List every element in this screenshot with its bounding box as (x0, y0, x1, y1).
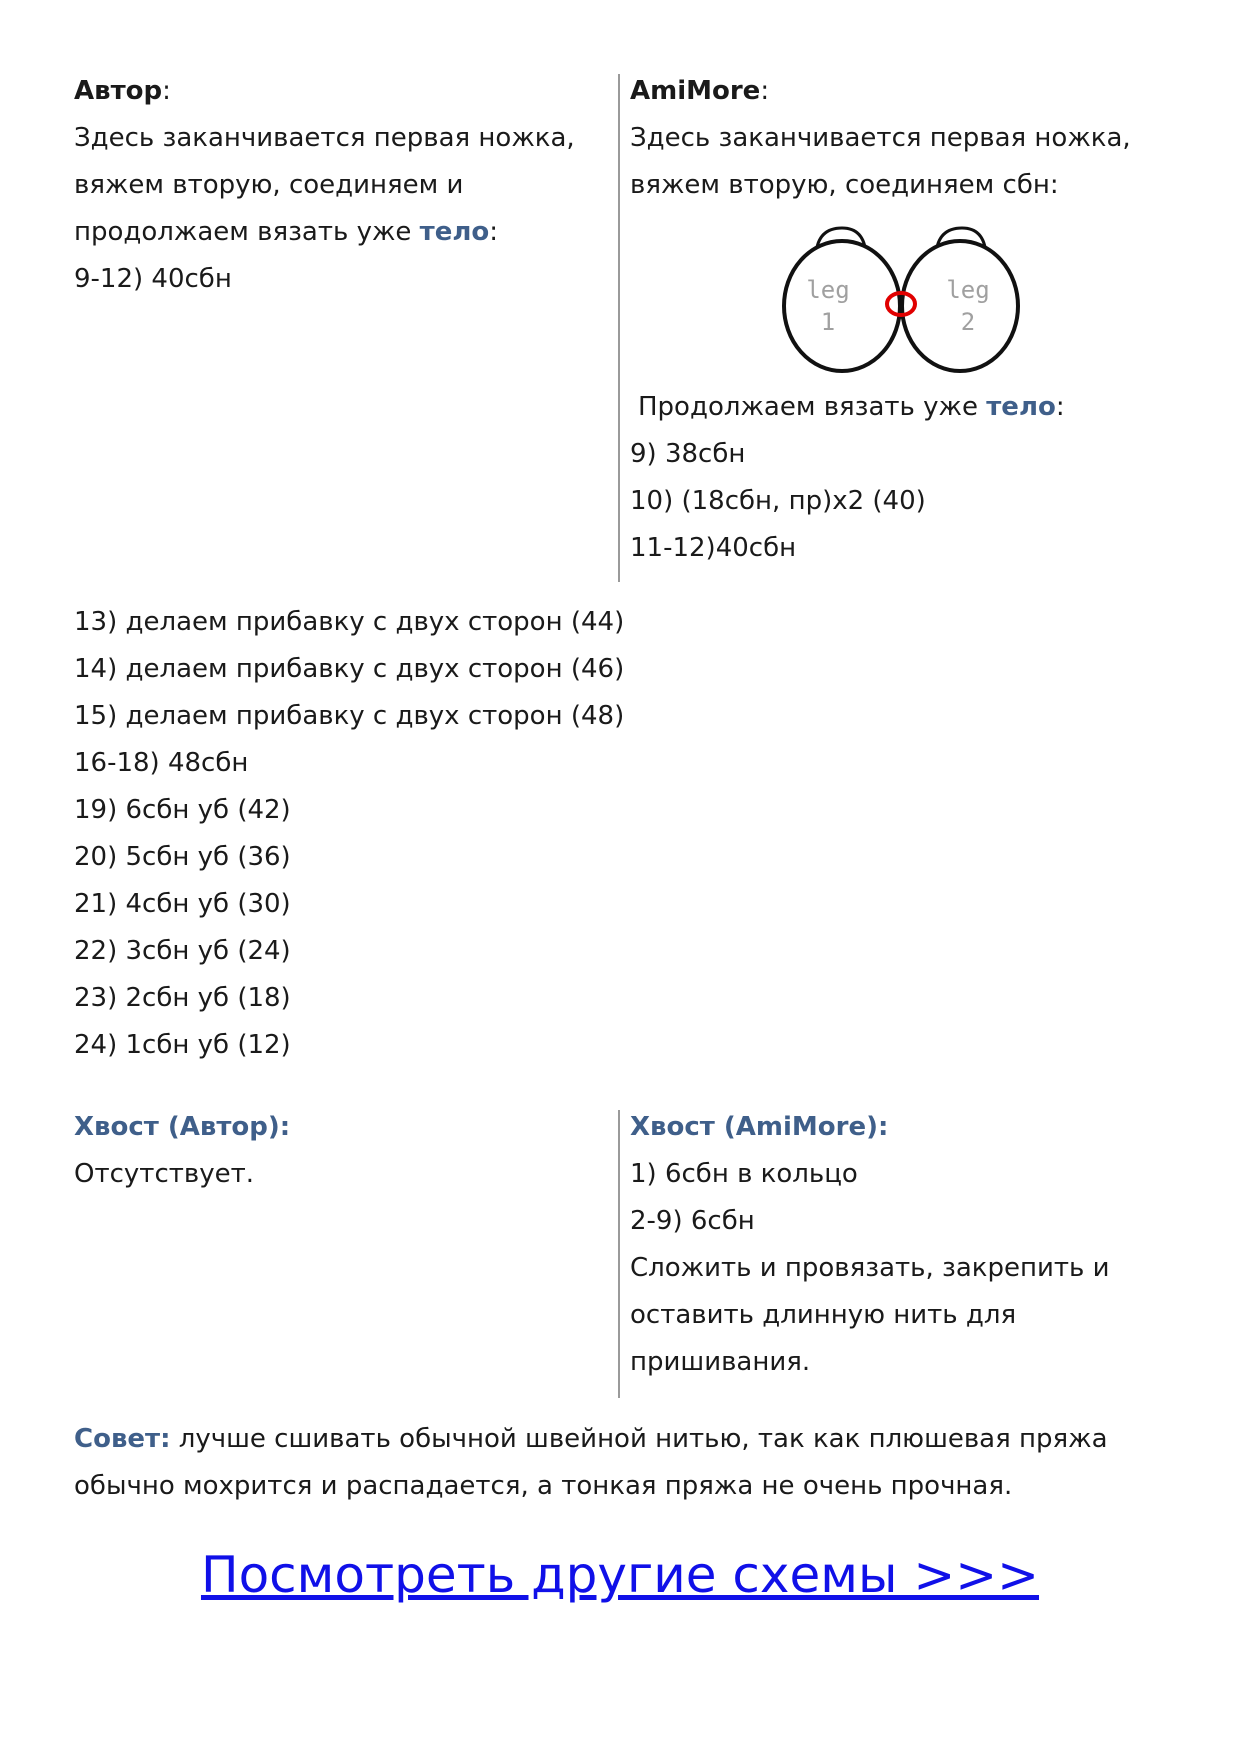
tail-amimore-row: оставить длинную нить для (630, 1300, 1017, 1330)
amimore-continue-suffix: : (1055, 392, 1065, 422)
body-row: 21) 4сбн уб (30) (74, 889, 291, 919)
body-row: 14) делаем прибавку с двух сторон (46) (74, 654, 625, 684)
amimore-continue-line (638, 384, 1065, 431)
body-row: 20) 5сбн уб (36) (74, 842, 291, 872)
amimore-heading-colon: : (760, 76, 770, 106)
author-line: Здесь заканчивается первая ножка, (74, 123, 575, 153)
more-patterns-link[interactable]: Посмотреть другие схемы >>> (200, 1546, 1040, 1604)
leg-2-word: leg (946, 276, 990, 304)
amimore-row: 9) 38сбн (630, 439, 746, 469)
column-separator (618, 74, 620, 582)
tail-author-heading: Хвост (Автор): (74, 1112, 291, 1142)
leg-1-number: 1 (820, 308, 836, 336)
legs-join-diagram (778, 224, 1024, 376)
amimore-continue-prefix: Продолжаем вязать уже (638, 392, 987, 422)
body-row: 13) делаем прибавку с двух сторон (44) (74, 607, 625, 637)
body-row: 23) 2сбн уб (18) (74, 983, 291, 1013)
amimore-row: 10) (18сбн, пр)х2 (40) (630, 486, 926, 516)
author-line: вяжем вторую, соединяем и (74, 170, 464, 200)
body-row: 19) 6сбн уб (42) (74, 795, 291, 825)
author-heading (74, 68, 171, 115)
tail-amimore-row: Сложить и провязать, закрепить и (630, 1253, 1110, 1283)
author-continue-suffix: : (489, 217, 499, 247)
leg-1-word: leg (806, 276, 850, 304)
amimore-heading-label: AmiMore (630, 76, 761, 106)
amimore-row: 11-12)40сбн (630, 533, 797, 563)
column-separator (618, 1110, 620, 1398)
body-row: 24) 1сбн уб (12) (74, 1030, 291, 1060)
tail-author-text: Отсутствует. (74, 1159, 254, 1189)
amimore-heading (630, 68, 769, 115)
tail-amimore-row: 2-9) 6сбн (630, 1206, 755, 1236)
amimore-line: Здесь заканчивается первая ножка, (630, 123, 1131, 153)
author-continue-line (74, 209, 498, 256)
author-heading-colon: : (162, 76, 171, 106)
amimore-line: вяжем вторую, соединяем сбн: (630, 170, 1059, 200)
body-row: 16-18) 48сбн (74, 748, 249, 778)
body-row: 22) 3сбн уб (24) (74, 936, 291, 966)
tail-amimore-row: 1) 6сбн в кольцо (630, 1159, 858, 1189)
tail-amimore-heading: Хвост (AmiMore): (630, 1112, 889, 1142)
advice-line-2: обычно мохрится и распадается, а тонкая пряжа не очень прочная. (74, 1471, 1013, 1501)
leg-2-circle (902, 241, 1018, 371)
tail-amimore-row: пришивания. (630, 1347, 811, 1377)
author-continue-prefix: продолжаем вязать уже (74, 217, 420, 247)
advice-label: Совет: (74, 1424, 171, 1454)
advice-text: лучше сшивать обычной швейной нитью, так как плюшевая пряжа (170, 1424, 1108, 1454)
author-heading-label: Автор (74, 76, 163, 106)
leg-1-circle (784, 241, 900, 371)
author-row: 9-12) 40сбн (74, 264, 232, 294)
body-row: 15) делаем прибавку с двух сторон (48) (74, 701, 625, 731)
leg-2-number: 2 (960, 308, 976, 336)
advice-line (74, 1416, 1108, 1463)
body-keyword: тело (419, 217, 490, 247)
body-keyword: тело (986, 392, 1056, 422)
